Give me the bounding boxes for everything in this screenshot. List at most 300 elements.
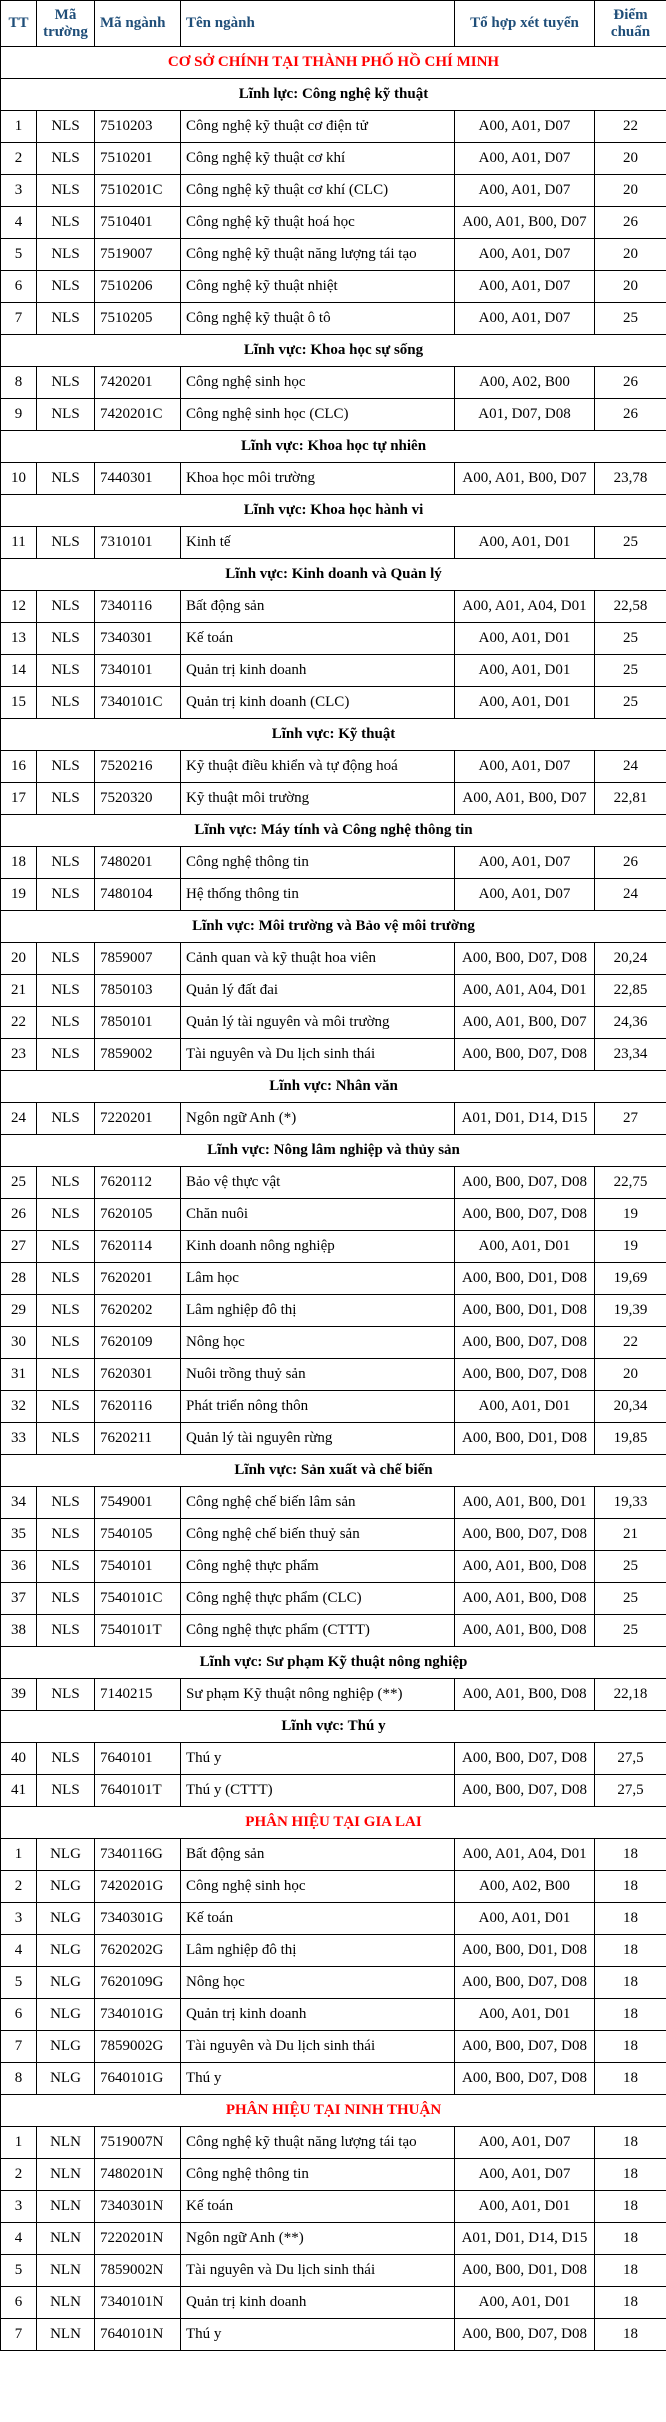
cell-ma-nganh: 7620105 bbox=[95, 1199, 181, 1231]
campus-row bbox=[1, 2095, 666, 2127]
cell-to-hop: A00, A01, D01 bbox=[455, 2191, 595, 2223]
cell-to-hop: A00, A01, D07 bbox=[455, 271, 595, 303]
table-row bbox=[1, 143, 666, 175]
table-row bbox=[1, 1359, 666, 1391]
cell-tt: 29 bbox=[1, 1295, 37, 1327]
cell-truong: NLS bbox=[37, 1231, 95, 1263]
cell-ten-nganh: Công nghệ sinh học bbox=[181, 1871, 455, 1903]
cell-diem: 18 bbox=[595, 1903, 666, 1935]
cell-ma-nganh: 7520216 bbox=[95, 751, 181, 783]
cell-diem: 24,36 bbox=[595, 1007, 666, 1039]
cell-to-hop: A00, B00, D07, D08 bbox=[455, 943, 595, 975]
cell-ma-nganh: 7540101C bbox=[95, 1583, 181, 1615]
cell-ma-nganh: 7540101T bbox=[95, 1615, 181, 1647]
cell-tt: 17 bbox=[1, 783, 37, 815]
field-group-title: Lĩnh vực: Nhân văn bbox=[1, 1071, 666, 1103]
cell-ma-nganh: 7480104 bbox=[95, 879, 181, 911]
table-row bbox=[1, 943, 666, 975]
cell-diem: 18 bbox=[595, 1999, 666, 2031]
cell-tt: 11 bbox=[1, 527, 37, 559]
cell-ten-nganh: Công nghệ kỹ thuật cơ khí (CLC) bbox=[181, 175, 455, 207]
cell-diem: 22 bbox=[595, 111, 666, 143]
cell-tt: 26 bbox=[1, 1199, 37, 1231]
cell-ten-nganh: Quản trị kinh doanh (CLC) bbox=[181, 687, 455, 719]
table-row bbox=[1, 1903, 666, 1935]
cell-ten-nganh: Ngôn ngữ Anh (**) bbox=[181, 2223, 455, 2255]
cell-truong: NLS bbox=[37, 111, 95, 143]
table-row bbox=[1, 1391, 666, 1423]
cell-to-hop: A00, B00, D01, D08 bbox=[455, 1935, 595, 1967]
table-row bbox=[1, 303, 666, 335]
cell-to-hop: A00, B00, D07, D08 bbox=[455, 1743, 595, 1775]
header-tt: TT bbox=[1, 1, 37, 47]
cell-diem: 22,18 bbox=[595, 1679, 666, 1711]
cell-truong: NLS bbox=[37, 943, 95, 975]
header-ten-nganh: Tên ngành bbox=[181, 1, 455, 47]
table-row bbox=[1, 527, 666, 559]
cell-to-hop: A00, B00, D01, D08 bbox=[455, 2255, 595, 2287]
cell-to-hop: A00, A01, B00, D08 bbox=[455, 1679, 595, 1711]
cell-ma-nganh: 7850101 bbox=[95, 1007, 181, 1039]
table-row bbox=[1, 367, 666, 399]
cell-diem: 20 bbox=[595, 175, 666, 207]
field-group-title: Lĩnh vực: Máy tính và Công nghệ thông tin bbox=[1, 815, 666, 847]
table-row bbox=[1, 1327, 666, 1359]
field-group-row bbox=[1, 495, 666, 527]
cell-tt: 2 bbox=[1, 143, 37, 175]
cell-ma-nganh: 7620112 bbox=[95, 1167, 181, 1199]
cell-ten-nganh: Công nghệ sinh học bbox=[181, 367, 455, 399]
cell-ma-nganh: 7620301 bbox=[95, 1359, 181, 1391]
cell-ten-nganh: Công nghệ thực phẩm bbox=[181, 1551, 455, 1583]
cell-tt: 33 bbox=[1, 1423, 37, 1455]
table-row bbox=[1, 2063, 666, 2095]
cell-ten-nganh: Chăn nuôi bbox=[181, 1199, 455, 1231]
cell-to-hop: A00, A01, B00, D01 bbox=[455, 1487, 595, 1519]
field-group-row bbox=[1, 719, 666, 751]
cell-diem: 25 bbox=[595, 527, 666, 559]
cell-truong: NLS bbox=[37, 687, 95, 719]
cell-ma-nganh: 7510205 bbox=[95, 303, 181, 335]
table-row bbox=[1, 2127, 666, 2159]
cell-to-hop: A00, B00, D07, D08 bbox=[455, 1359, 595, 1391]
cell-truong: NLS bbox=[37, 751, 95, 783]
cell-truong: NLG bbox=[37, 2031, 95, 2063]
cell-ma-nganh: 7640101T bbox=[95, 1775, 181, 1807]
cell-tt: 36 bbox=[1, 1551, 37, 1583]
cell-truong: NLS bbox=[37, 207, 95, 239]
cell-diem: 19,69 bbox=[595, 1263, 666, 1295]
cell-truong: NLS bbox=[37, 1615, 95, 1647]
cell-tt: 2 bbox=[1, 1871, 37, 1903]
cell-diem: 18 bbox=[595, 2223, 666, 2255]
cell-diem: 18 bbox=[595, 2287, 666, 2319]
cell-diem: 26 bbox=[595, 399, 666, 431]
cell-diem: 25 bbox=[595, 655, 666, 687]
table-row bbox=[1, 623, 666, 655]
cell-tt: 23 bbox=[1, 1039, 37, 1071]
cell-tt: 25 bbox=[1, 1167, 37, 1199]
cell-truong: NLN bbox=[37, 2287, 95, 2319]
cell-ma-nganh: 7620211 bbox=[95, 1423, 181, 1455]
cell-ma-nganh: 7620109G bbox=[95, 1967, 181, 1999]
campus-row bbox=[1, 1807, 666, 1839]
cell-ten-nganh: Công nghệ kỹ thuật cơ điện tử bbox=[181, 111, 455, 143]
cell-ten-nganh: Quản trị kinh doanh bbox=[181, 2287, 455, 2319]
table-row bbox=[1, 1967, 666, 1999]
table-row bbox=[1, 1839, 666, 1871]
cell-ten-nganh: Quản trị kinh doanh bbox=[181, 1999, 455, 2031]
cell-truong: NLG bbox=[37, 1903, 95, 1935]
table-row bbox=[1, 1423, 666, 1455]
table-row bbox=[1, 2255, 666, 2287]
cell-truong: NLS bbox=[37, 879, 95, 911]
cell-ma-nganh: 7540101 bbox=[95, 1551, 181, 1583]
cell-to-hop: A01, D07, D08 bbox=[455, 399, 595, 431]
table-row bbox=[1, 207, 666, 239]
cell-diem: 22,75 bbox=[595, 1167, 666, 1199]
cell-tt: 9 bbox=[1, 399, 37, 431]
cell-to-hop: A01, D01, D14, D15 bbox=[455, 1103, 595, 1135]
cell-truong: NLS bbox=[37, 591, 95, 623]
table-row bbox=[1, 783, 666, 815]
cell-tt: 21 bbox=[1, 975, 37, 1007]
cell-truong: NLS bbox=[37, 367, 95, 399]
cell-truong: NLS bbox=[37, 1263, 95, 1295]
cell-to-hop: A00, B00, D07, D08 bbox=[455, 1167, 595, 1199]
field-group-title: Lĩnh vực: Sản xuất và chế biến bbox=[1, 1455, 666, 1487]
cell-to-hop: A00, A01, D07 bbox=[455, 303, 595, 335]
cell-ten-nganh: Quản lý tài nguyên rừng bbox=[181, 1423, 455, 1455]
field-group-row bbox=[1, 1071, 666, 1103]
cell-tt: 4 bbox=[1, 207, 37, 239]
field-group-title: Lĩnh vực: Môi trường và Bảo vệ môi trường bbox=[1, 911, 666, 943]
cell-ma-nganh: 7340116G bbox=[95, 1839, 181, 1871]
cell-ma-nganh: 7340101G bbox=[95, 1999, 181, 2031]
cell-ten-nganh: Kỹ thuật môi trường bbox=[181, 783, 455, 815]
table-row bbox=[1, 2031, 666, 2063]
table-row bbox=[1, 2287, 666, 2319]
field-group-row bbox=[1, 79, 666, 111]
cell-to-hop: A00, B00, D07, D08 bbox=[455, 2319, 595, 2351]
cell-tt: 3 bbox=[1, 175, 37, 207]
cell-ma-nganh: 7510201C bbox=[95, 175, 181, 207]
cell-tt: 8 bbox=[1, 367, 37, 399]
table-row bbox=[1, 1743, 666, 1775]
cell-tt: 35 bbox=[1, 1519, 37, 1551]
field-group-row bbox=[1, 335, 666, 367]
field-group-row bbox=[1, 1135, 666, 1167]
cell-ma-nganh: 7640101G bbox=[95, 2063, 181, 2095]
cell-diem: 27,5 bbox=[595, 1775, 666, 1807]
cell-tt: 18 bbox=[1, 847, 37, 879]
cell-ma-nganh: 7620201 bbox=[95, 1263, 181, 1295]
field-group-row bbox=[1, 1711, 666, 1743]
cell-to-hop: A00, A01, D01 bbox=[455, 623, 595, 655]
header-diem: Điểm chuẩn bbox=[595, 1, 666, 47]
cell-ten-nganh: Sư phạm Kỹ thuật nông nghiệp (**) bbox=[181, 1679, 455, 1711]
cell-ma-nganh: 7440301 bbox=[95, 463, 181, 495]
cell-ten-nganh: Công nghệ thực phẩm (CTTT) bbox=[181, 1615, 455, 1647]
table-row bbox=[1, 1999, 666, 2031]
cell-truong: NLS bbox=[37, 783, 95, 815]
cell-to-hop: A00, A01, D01 bbox=[455, 1231, 595, 1263]
cell-diem: 18 bbox=[595, 1839, 666, 1871]
cell-diem: 18 bbox=[595, 2063, 666, 2095]
table-row bbox=[1, 1615, 666, 1647]
cell-to-hop: A00, A01, D01 bbox=[455, 2287, 595, 2319]
cell-diem: 20 bbox=[595, 271, 666, 303]
cell-ma-nganh: 7420201C bbox=[95, 399, 181, 431]
cell-ten-nganh: Bất động sản bbox=[181, 591, 455, 623]
cell-ten-nganh: Công nghệ kỹ thuật năng lượng tái tạo bbox=[181, 2127, 455, 2159]
cell-truong: NLS bbox=[37, 1423, 95, 1455]
cell-ma-nganh: 7340301N bbox=[95, 2191, 181, 2223]
cell-to-hop: A00, A01, B00, D07 bbox=[455, 207, 595, 239]
table-row bbox=[1, 111, 666, 143]
table-row bbox=[1, 655, 666, 687]
cell-ten-nganh: Kinh tế bbox=[181, 527, 455, 559]
cell-to-hop: A00, A01, B00, D08 bbox=[455, 1615, 595, 1647]
cell-tt: 1 bbox=[1, 111, 37, 143]
table-row bbox=[1, 1583, 666, 1615]
cell-truong: NLS bbox=[37, 623, 95, 655]
cell-tt: 15 bbox=[1, 687, 37, 719]
cell-tt: 28 bbox=[1, 1263, 37, 1295]
cell-ten-nganh: Công nghệ thực phẩm (CLC) bbox=[181, 1583, 455, 1615]
cell-to-hop: A00, A01, D01 bbox=[455, 687, 595, 719]
cell-ten-nganh: Công nghệ chế biến lâm sản bbox=[181, 1487, 455, 1519]
table-row bbox=[1, 1679, 666, 1711]
cell-ten-nganh: Bất động sản bbox=[181, 1839, 455, 1871]
cell-ma-nganh: 7640101 bbox=[95, 1743, 181, 1775]
cell-diem: 18 bbox=[595, 1871, 666, 1903]
cell-to-hop: A00, A01, D07 bbox=[455, 879, 595, 911]
cell-ma-nganh: 7859002G bbox=[95, 2031, 181, 2063]
cell-ten-nganh: Hệ thống thông tin bbox=[181, 879, 455, 911]
table-row bbox=[1, 1487, 666, 1519]
cell-to-hop: A00, A01, D07 bbox=[455, 2127, 595, 2159]
table-header-row bbox=[1, 1, 666, 47]
cell-truong: NLS bbox=[37, 1103, 95, 1135]
cell-ten-nganh: Thú y bbox=[181, 2319, 455, 2351]
cell-ma-nganh: 7510206 bbox=[95, 271, 181, 303]
cell-to-hop: A00, A01, D07 bbox=[455, 847, 595, 879]
cell-truong: NLG bbox=[37, 1839, 95, 1871]
cell-truong: NLS bbox=[37, 655, 95, 687]
table-row bbox=[1, 271, 666, 303]
cell-ma-nganh: 7510201 bbox=[95, 143, 181, 175]
cell-tt: 24 bbox=[1, 1103, 37, 1135]
cell-tt: 30 bbox=[1, 1327, 37, 1359]
table-row bbox=[1, 2319, 666, 2351]
cell-ten-nganh: Công nghệ kỹ thuật nhiệt bbox=[181, 271, 455, 303]
cell-truong: NLG bbox=[37, 1935, 95, 1967]
cell-tt: 31 bbox=[1, 1359, 37, 1391]
cell-to-hop: A00, B00, D07, D08 bbox=[455, 1967, 595, 1999]
cell-tt: 3 bbox=[1, 1903, 37, 1935]
cell-diem: 23,78 bbox=[595, 463, 666, 495]
table-row bbox=[1, 687, 666, 719]
cell-ten-nganh: Khoa học môi trường bbox=[181, 463, 455, 495]
cell-tt: 32 bbox=[1, 1391, 37, 1423]
cell-tt: 6 bbox=[1, 2287, 37, 2319]
cell-ten-nganh: Thú y bbox=[181, 1743, 455, 1775]
cell-truong: NLN bbox=[37, 2255, 95, 2287]
table-row bbox=[1, 2223, 666, 2255]
cell-diem: 25 bbox=[595, 1551, 666, 1583]
cell-tt: 38 bbox=[1, 1615, 37, 1647]
cell-ma-nganh: 7310101 bbox=[95, 527, 181, 559]
cell-diem: 20,24 bbox=[595, 943, 666, 975]
field-group-title: Lĩnh vực: Khoa học sự sống bbox=[1, 335, 666, 367]
cell-truong: NLS bbox=[37, 1359, 95, 1391]
cell-tt: 16 bbox=[1, 751, 37, 783]
field-group-title: Lĩnh vực: Thú y bbox=[1, 1711, 666, 1743]
cell-ma-nganh: 7620114 bbox=[95, 1231, 181, 1263]
table-row bbox=[1, 591, 666, 623]
cell-to-hop: A00, A01, B00, D08 bbox=[455, 1551, 595, 1583]
cell-ma-nganh: 7510203 bbox=[95, 111, 181, 143]
cell-ma-nganh: 7340301 bbox=[95, 623, 181, 655]
cell-ma-nganh: 7480201 bbox=[95, 847, 181, 879]
cell-diem: 18 bbox=[595, 1967, 666, 1999]
cell-ten-nganh: Quản trị kinh doanh bbox=[181, 655, 455, 687]
cell-ten-nganh: Công nghệ thông tin bbox=[181, 2159, 455, 2191]
cell-ma-nganh: 7540105 bbox=[95, 1519, 181, 1551]
cell-ten-nganh: Kinh doanh nông nghiệp bbox=[181, 1231, 455, 1263]
cell-ma-nganh: 7510401 bbox=[95, 207, 181, 239]
field-group-title: Lĩnh vực: Kỹ thuật bbox=[1, 719, 666, 751]
cell-truong: NLS bbox=[37, 303, 95, 335]
header-to-hop: Tổ hợp xét tuyển bbox=[455, 1, 595, 47]
cell-diem: 19,39 bbox=[595, 1295, 666, 1327]
table-row bbox=[1, 1007, 666, 1039]
cell-truong: NLS bbox=[37, 975, 95, 1007]
cell-to-hop: A00, A01, D07 bbox=[455, 175, 595, 207]
cell-tt: 1 bbox=[1, 1839, 37, 1871]
field-group-title: Lĩnh vực: Khoa học hành vi bbox=[1, 495, 666, 527]
cell-truong: NLG bbox=[37, 1871, 95, 1903]
cell-diem: 26 bbox=[595, 207, 666, 239]
cell-ma-nganh: 7620202G bbox=[95, 1935, 181, 1967]
table-row bbox=[1, 1039, 666, 1071]
cell-ten-nganh: Công nghệ sinh học (CLC) bbox=[181, 399, 455, 431]
cell-tt: 2 bbox=[1, 2159, 37, 2191]
cell-truong: NLN bbox=[37, 2159, 95, 2191]
cell-truong: NLN bbox=[37, 2191, 95, 2223]
cell-ma-nganh: 7420201 bbox=[95, 367, 181, 399]
cell-ten-nganh: Kế toán bbox=[181, 1903, 455, 1935]
cell-tt: 4 bbox=[1, 1935, 37, 1967]
cell-truong: NLS bbox=[37, 1775, 95, 1807]
cell-to-hop: A00, B00, D07, D08 bbox=[455, 2031, 595, 2063]
table-row bbox=[1, 463, 666, 495]
cell-diem: 18 bbox=[595, 2127, 666, 2159]
cell-truong: NLG bbox=[37, 1967, 95, 1999]
cell-tt: 8 bbox=[1, 2063, 37, 2095]
table-row bbox=[1, 1295, 666, 1327]
cell-tt: 20 bbox=[1, 943, 37, 975]
campus-title: CƠ SỞ CHÍNH TẠI THÀNH PHỐ HỒ CHÍ MINH bbox=[1, 47, 666, 79]
cell-tt: 40 bbox=[1, 1743, 37, 1775]
cell-truong: NLS bbox=[37, 239, 95, 271]
field-group-row bbox=[1, 911, 666, 943]
cell-ten-nganh: Tài nguyên và Du lịch sinh thái bbox=[181, 2031, 455, 2063]
cell-ma-nganh: 7340101 bbox=[95, 655, 181, 687]
cell-ma-nganh: 7480201N bbox=[95, 2159, 181, 2191]
cell-truong: NLG bbox=[37, 2063, 95, 2095]
cell-tt: 5 bbox=[1, 2255, 37, 2287]
cell-ma-nganh: 7220201N bbox=[95, 2223, 181, 2255]
table-row bbox=[1, 1775, 666, 1807]
cell-truong: NLS bbox=[37, 847, 95, 879]
campus-title: PHÂN HIỆU TẠI GIA LAI bbox=[1, 1807, 666, 1839]
cell-diem: 18 bbox=[595, 2031, 666, 2063]
cell-truong: NLS bbox=[37, 1519, 95, 1551]
cell-tt: 39 bbox=[1, 1679, 37, 1711]
cell-ma-nganh: 7340301G bbox=[95, 1903, 181, 1935]
cell-truong: NLS bbox=[37, 1295, 95, 1327]
cell-diem: 22,85 bbox=[595, 975, 666, 1007]
cell-to-hop: A00, B00, D01, D08 bbox=[455, 1295, 595, 1327]
cell-to-hop: A00, A01, D07 bbox=[455, 2159, 595, 2191]
cell-diem: 27 bbox=[595, 1103, 666, 1135]
table-row bbox=[1, 1519, 666, 1551]
cell-diem: 18 bbox=[595, 2191, 666, 2223]
cell-truong: NLS bbox=[37, 143, 95, 175]
cell-diem: 18 bbox=[595, 2319, 666, 2351]
cell-ten-nganh: Kế toán bbox=[181, 2191, 455, 2223]
cell-ten-nganh: Nuôi trồng thuỷ sản bbox=[181, 1359, 455, 1391]
cell-to-hop: A00, A01, D07 bbox=[455, 111, 595, 143]
table-row bbox=[1, 1263, 666, 1295]
cell-diem: 22 bbox=[595, 1327, 666, 1359]
table-row bbox=[1, 975, 666, 1007]
cell-ma-nganh: 7340101C bbox=[95, 687, 181, 719]
cell-ten-nganh: Bảo vệ thực vật bbox=[181, 1167, 455, 1199]
cell-diem: 25 bbox=[595, 1615, 666, 1647]
cell-tt: 37 bbox=[1, 1583, 37, 1615]
cell-tt: 13 bbox=[1, 623, 37, 655]
cell-truong: NLS bbox=[37, 1039, 95, 1071]
cell-ten-nganh: Kỹ thuật điều khiển và tự động hoá bbox=[181, 751, 455, 783]
table-row bbox=[1, 1871, 666, 1903]
cell-tt: 27 bbox=[1, 1231, 37, 1263]
cell-to-hop: A00, B00, D07, D08 bbox=[455, 1039, 595, 1071]
cell-diem: 25 bbox=[595, 687, 666, 719]
cell-tt: 6 bbox=[1, 271, 37, 303]
cell-ten-nganh: Thú y bbox=[181, 2063, 455, 2095]
cell-to-hop: A00, B00, D07, D08 bbox=[455, 2063, 595, 2095]
cell-to-hop: A00, A02, B00 bbox=[455, 1871, 595, 1903]
cell-ma-nganh: 7859002 bbox=[95, 1039, 181, 1071]
cell-truong: NLS bbox=[37, 1583, 95, 1615]
cell-ma-nganh: 7140215 bbox=[95, 1679, 181, 1711]
cell-truong: NLS bbox=[37, 175, 95, 207]
cell-tt: 1 bbox=[1, 2127, 37, 2159]
cell-diem: 22,81 bbox=[595, 783, 666, 815]
cell-ten-nganh: Quản lý đất đai bbox=[181, 975, 455, 1007]
field-group-row bbox=[1, 1455, 666, 1487]
cell-diem: 26 bbox=[595, 847, 666, 879]
cell-diem: 21 bbox=[595, 1519, 666, 1551]
cell-to-hop: A00, A01, B00, D07 bbox=[455, 463, 595, 495]
campus-row bbox=[1, 47, 666, 79]
cell-truong: NLS bbox=[37, 1199, 95, 1231]
table-row bbox=[1, 239, 666, 271]
field-group-row bbox=[1, 559, 666, 591]
